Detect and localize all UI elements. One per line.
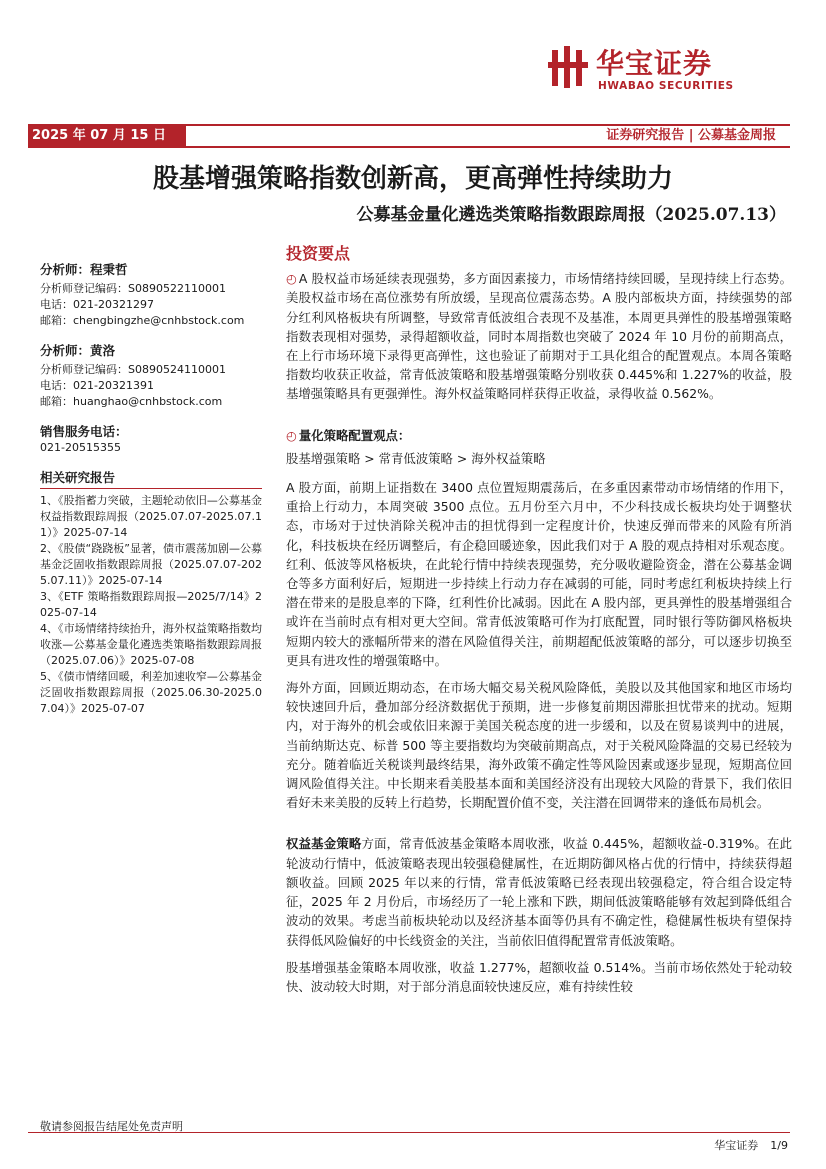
brand-mark-icon <box>548 44 590 90</box>
header-bar <box>28 124 790 148</box>
report-date: 2025 年 07 月 15 日 <box>28 126 186 146</box>
footer-disclaimer: 敬请参阅报告结尾处免责声明 <box>40 1120 183 1133</box>
page-title: 股基增强策略指数创新高，更高弹性持续助力 <box>152 164 673 194</box>
enhanced-fund-paragraph: 股基增强基金策略本周收涨，收益 1.277%，超额收益 0.514%。当前市场依然处于轮动较快、波动较大时期，对于部分消息面较快速反应，难有持续性较 <box>286 959 792 994</box>
section-heading: 投资要点 <box>286 244 351 263</box>
brand-name-cn: 华宝证券 <box>596 47 713 80</box>
analyst-phone: 电话：021-20321391 <box>40 379 154 392</box>
clock-bullet-icon: ◴ <box>286 271 297 287</box>
analyst-reg: 分析师登记编码：S0890524110001 <box>40 363 226 376</box>
related-reports-title: 相关研究报告 <box>40 470 262 489</box>
summary-paragraph: ◴ A 股权益市场延续表现强势，多方面因素接力，市场情绪持续回暖，呈现持续上行态势。美股权益市场在高位涨势有所放缓，呈现高位震荡态势。A 股内部板块方面，持续强势的部分红利风格板块有所调整，导致常青低波组合表现不及基准，本周更具弹性的股基增强策略指数表现相对强势，录得超额收益，同时本周指数也突破了 2024 年 10 月份的前期高点，在上行市场环境下录得更高弹性，这也验证了前期对于工具化组合的配置观点。本周各策略指数均收获正收益，常青低波策略和股基增强策略分别收获 0.445%和 1.227%的收益，股基增强策略具有更强弹性。海外权益策略同样获得正收益，录得收益 0.562%。 <box>286 271 792 402</box>
overseas-paragraph: 海外方面，回顾近期动态，在市场大幅交易关税风险降低，美股以及其他国家和地区市场均较快速回升后，叠加部分经济数据优于预期，进一步修复前期因滞胀担忧带来的扰动。短期内，对于海外的机会或依旧来源于美国关税态度的进一步缓和，以及在贸易谈判中的进展，当前纳斯达克、标普 500 等主要指数均为突破前期高点，对于关税风险降温的交易已经较为充分。随着临近关税谈判最终结果，海外政策不确定性等风险因素或逐步显现，短期高位回调风险值得关注。中长期来看美股基本面和美国经济没有出现较大风险的背景下，我们依旧看好未来美股的反转上行趋势，长期配置价值不变，关注潜在回调带来的逢低布局机会。 <box>286 680 792 811</box>
analyst-block <box>40 262 262 329</box>
left-sidebar <box>40 262 262 717</box>
report-type: 证券研究报告 | 公募基金周报 <box>606 128 776 143</box>
page-subtitle: 公募基金量化遴选类策略指数跟踪周报（2025.07.13） <box>356 205 786 225</box>
a-share-paragraph: A 股方面，前期上证指数在 3400 点位置短期震荡后，在多重因素带动市场情绪的作用下，重拾上行动力，本周突破 3500 点位。五月份至六月中，不少科技成长板块均处于调整状态，市场对于过快消除关税冲击的担忧得到一定程度计价，快速反弹而带来的风险有所消化，科技板块在经历调整后，有企稳回暖迹象，因此我们对于 A 股的观点持相对乐观态度。红利、低波等风格板块，在此轮行情中持续表现强势，充分吸收避险资金，潜在公募基金调仓等多方面利好后，短期进一步持续上行动力存在减弱的可能，同时考虑红利板块持续上行潜在带来的是股息率的下降，红利性价比减弱。因此在 A 股内部，更具弹性的股基增强组合或许在当前时点有相对更大空间。常青低波策略可作为打底配置，同时银行等防御风格板块短期内较大的涨幅所带来的潜在风险值得关注，前期超配低波策略的部分，可以逐步切换至更具有进攻性的增强策略中。 <box>286 480 792 668</box>
strategy-ranking: 股基增强策略 > 常青低波策略 > 海外权益策略 <box>286 450 546 466</box>
analyst-name: 分析师：黄洛 <box>40 343 116 358</box>
analyst-name: 分析师：程秉哲 <box>40 262 128 277</box>
footer-divider <box>28 1132 790 1133</box>
analyst-email: 邮箱：huanghao@cnhbstock.com <box>40 395 223 408</box>
related-report-item[interactable]: 2、《股债“跷跷板”显著，债市震荡加剧—公募基金泛固收指数跟踪周报（2025.07.07-2025.07.11）》2025-07-14 <box>40 542 262 587</box>
sales-phone: 021-20515355 <box>40 441 121 454</box>
related-report-item[interactable]: 1、《股指蓄力突破，主题轮动依旧—公募基金权益指数跟踪周报（2025.07.07-2025.07.11）》2025-07-14 <box>40 494 262 539</box>
equity-fund-paragraph: 权益基金策略方面，常青低波基金策略本周收涨，收益 0.445%，超额收益-0.319%。在此轮波动行情中，低波策略表现出较强稳健属性，在近期防御风格占优的行情中，持续获得超额收益。回顾 2025 年以来的行情，常青低波策略已经表现出较强稳定，符合组合设定特征，2025 年 2 月份后，市场经历了一轮上涨和下跌，期间低波策略能够有效起到降低组合波动的效果。考虑当前板块轮动以及经济基本面等仍具有不确定性，稳健属性板块有望保持获得低风险偏好的中长线资金的关注，当前依旧值得配置常青低波策略。 <box>286 836 793 948</box>
clock-bullet-icon: ◴ <box>286 427 297 443</box>
related-report-item[interactable]: 4、《市场情绪持续抬升，海外权益策略指数均收涨—公募基金量化遴选类策略指数跟踪周报（2025.07.06）》2025-07-08 <box>40 622 262 667</box>
analyst-email: 邮箱：chengbingzhe@cnhbstock.com <box>40 314 245 327</box>
footer-right <box>702 1137 788 1153</box>
related-report-item[interactable]: 5、《债市情绪回暖，利差加速收窄—公募基金泛固收指数跟踪周报（2025.06.30-2025.07.04）》2025-07-07 <box>40 670 262 715</box>
related-report-item[interactable]: 3、《ETF 策略指数跟踪周报—2025/7/14》2025-07-14 <box>40 590 262 619</box>
main-content <box>286 244 792 1004</box>
sub-heading: ◴ 量化策略配置观点： <box>286 427 411 443</box>
analyst-phone: 电话：021-20321297 <box>40 298 154 311</box>
related-reports <box>40 470 262 717</box>
brand-name-en: HWABAO SECURITIES <box>598 80 734 92</box>
page-number: 1/9 <box>770 1139 788 1152</box>
sales-block <box>40 424 262 456</box>
sales-label: 销售服务电话： <box>40 424 128 439</box>
brand-logo <box>548 40 788 100</box>
analyst-reg: 分析师登记编码：S0890522110001 <box>40 282 226 295</box>
footer-brand: 华宝证券 <box>714 1139 759 1152</box>
equity-fund-lead: 权益基金策略 <box>286 836 362 852</box>
analyst-block <box>40 343 262 410</box>
